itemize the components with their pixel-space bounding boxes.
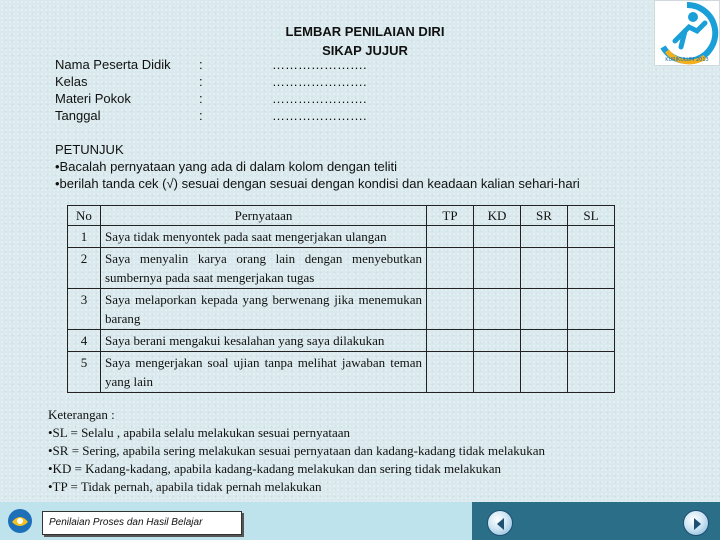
check-cell-tp[interactable] xyxy=(427,226,474,248)
check-cell-kd[interactable] xyxy=(474,289,521,330)
check-cell-sl[interactable] xyxy=(568,352,615,393)
legend-item: •SR = Sering, apabila sering melakukan sesuai pernyataan dan kadang-kadang tidak melakukan xyxy=(48,443,546,458)
arrow-right-icon xyxy=(690,517,704,531)
label-tanggal: Tanggal xyxy=(55,108,101,123)
instruction-item: •Bacalah pernyataan yang ada di dalam kolom dengan teliti xyxy=(55,159,398,174)
svg-text:KURIKULUM 2013: KURIKULUM 2013 xyxy=(665,57,709,63)
check-cell-sl[interactable] xyxy=(568,330,615,352)
row-no: 1 xyxy=(68,226,101,248)
row-no: 4 xyxy=(68,330,101,352)
check-cell-tp[interactable] xyxy=(427,248,474,289)
check-cell-sl[interactable] xyxy=(568,226,615,248)
next-button[interactable] xyxy=(683,510,709,536)
value-nama: …………………. xyxy=(272,57,367,72)
value-materi: …………………. xyxy=(272,91,367,106)
curriculum-logo xyxy=(654,0,720,66)
check-cell-kd[interactable] xyxy=(474,248,521,289)
row-statement: Saya berani mengakui kesalahan yang saya dilakukan xyxy=(101,330,427,352)
check-cell-sr[interactable] xyxy=(521,289,568,330)
legend-heading: Keterangan : xyxy=(48,407,115,422)
check-cell-sr[interactable] xyxy=(521,226,568,248)
assessment-table xyxy=(67,205,615,393)
row-no: 3 xyxy=(68,289,101,330)
footer-title: Penilaian Proses dan Hasil Belajar xyxy=(42,511,242,535)
title-line-1: LEMBAR PENILAIAN DIRI xyxy=(285,24,445,39)
arrow-left-icon xyxy=(494,517,508,531)
check-cell-tp[interactable] xyxy=(427,352,474,393)
check-cell-sr[interactable] xyxy=(521,330,568,352)
check-cell-kd[interactable] xyxy=(474,330,521,352)
page-title xyxy=(250,22,480,60)
label-kelas: Kelas xyxy=(55,74,88,89)
curriculum-logo-icon xyxy=(655,1,719,65)
ministry-logo-icon xyxy=(6,508,34,534)
legend-item: •TP = Tidak pernah, apabila tidak pernah melakukan xyxy=(48,479,322,494)
table-row xyxy=(68,248,615,289)
header-pernyataan: Pernyataan xyxy=(101,206,427,226)
legend-item: •KD = Kadang-kadang, apabila kadang-kadang melakukan dan sering tidak melakukan xyxy=(48,461,502,476)
check-cell-tp[interactable] xyxy=(427,330,474,352)
row-no: 2 xyxy=(68,248,101,289)
check-cell-kd[interactable] xyxy=(474,226,521,248)
instruction-item: •berilah tanda cek (√) sesuai dengan sesuai dengan kondisi dan keadaan kalian sehari-hari xyxy=(55,176,580,191)
row-statement: Saya melaporkan kepada yang berwenang jika menemukan barang xyxy=(101,289,427,330)
header-sl: SL xyxy=(568,206,615,226)
row-statement: Saya tidak menyontek pada saat mengerjakan ulangan xyxy=(101,226,427,248)
colon-kelas: : xyxy=(199,74,203,89)
table-row xyxy=(68,352,615,393)
prev-button[interactable] xyxy=(487,510,513,536)
legend-item: •SL = Selalu , apabila selalu melakukan sesuai pernyataan xyxy=(48,425,350,440)
header-sr: SR xyxy=(521,206,568,226)
label-nama: Nama Peserta Didik xyxy=(55,57,171,72)
row-statement: Saya menyalin karya orang lain dengan menyebutkan sumbernya pada saat mengerjakan tugas xyxy=(101,248,427,289)
instructions-heading: PETUNJUK xyxy=(55,142,124,157)
header-kd: KD xyxy=(474,206,521,226)
header-tp: TP xyxy=(427,206,474,226)
table-row xyxy=(68,226,615,248)
colon-materi: : xyxy=(199,91,203,106)
colon-tanggal: : xyxy=(199,108,203,123)
check-cell-kd[interactable] xyxy=(474,352,521,393)
check-cell-tp[interactable] xyxy=(427,289,474,330)
check-cell-sl[interactable] xyxy=(568,248,615,289)
row-no: 5 xyxy=(68,352,101,393)
table-row xyxy=(68,289,615,330)
check-cell-sr[interactable] xyxy=(521,352,568,393)
legend xyxy=(48,406,545,496)
check-cell-sr[interactable] xyxy=(521,248,568,289)
instructions xyxy=(55,141,580,192)
check-cell-sl[interactable] xyxy=(568,289,615,330)
value-tanggal: …………………. xyxy=(272,108,367,123)
header-no: No xyxy=(68,206,101,226)
title-line-2: SIKAP JUJUR xyxy=(322,43,408,58)
colon-nama: : xyxy=(199,57,203,72)
label-materi: Materi Pokok xyxy=(55,91,131,106)
table-header-row xyxy=(68,206,615,226)
row-statement: Saya mengerjakan soal ujian tanpa melihat jawaban teman yang lain xyxy=(101,352,427,393)
value-kelas: …………………. xyxy=(272,74,367,89)
table-row xyxy=(68,330,615,352)
